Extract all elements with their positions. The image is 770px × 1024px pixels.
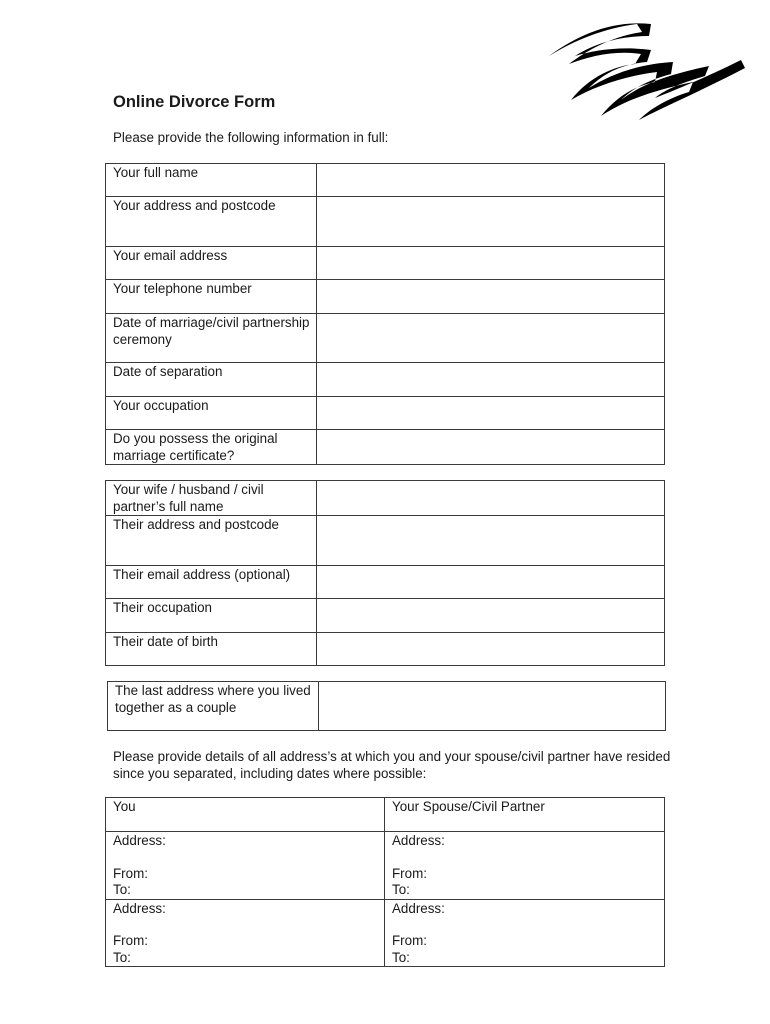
field-label: Your full name: [106, 164, 317, 197]
full-name-input[interactable]: [317, 164, 664, 183]
partner-dob-field[interactable]: [317, 633, 665, 666]
address-history-table: [105, 797, 665, 967]
spouse-address-cell-1[interactable]: [385, 832, 665, 900]
page-title: Online Divorce Form: [113, 93, 276, 111]
marriage-date-field[interactable]: [317, 314, 665, 363]
field-label: The last address where you lived together as a couple: [108, 682, 319, 731]
last-address-table: [107, 681, 666, 731]
separation-date-field[interactable]: [317, 363, 665, 397]
address-label: Address:: [392, 900, 445, 916]
field-label: Your telephone number: [106, 280, 317, 314]
column-header-spouse: Your Spouse/Civil Partner: [385, 798, 665, 832]
address-label: Address:: [392, 833, 445, 848]
field-label: Do you possess the original marriage certificate?: [106, 430, 317, 465]
personal-details-table: [105, 163, 665, 465]
field-label: Your email address: [106, 247, 317, 280]
occupation-field[interactable]: [317, 397, 665, 430]
field-label: Your occupation: [106, 397, 317, 430]
partner-address-input[interactable]: [317, 516, 664, 535]
table-row: [106, 633, 665, 666]
occupation-input[interactable]: [317, 397, 664, 416]
marriage-date-input[interactable]: [317, 314, 664, 333]
last-address-field[interactable]: [319, 682, 666, 731]
address-field[interactable]: [317, 197, 665, 247]
address-label: Address:: [113, 900, 166, 916]
table-row: [106, 164, 665, 197]
partner-name-input[interactable]: [317, 481, 664, 500]
intro-text: Please provide the following information in full:: [113, 130, 389, 145]
column-header-you: You: [106, 798, 385, 832]
partner-email-input[interactable]: [317, 566, 664, 585]
field-label: Date of marriage/civil partnership ceremony: [106, 314, 317, 363]
address-input[interactable]: [317, 197, 664, 216]
partner-email-field[interactable]: [317, 566, 665, 599]
to-label: To:: [113, 949, 131, 965]
spouse-address-cell-2[interactable]: [385, 899, 665, 967]
partner-details-table: [105, 480, 665, 666]
telephone-input[interactable]: [317, 280, 664, 299]
field-label: Your wife / husband / civil partner’s full name: [106, 481, 317, 516]
from-label: From:: [392, 933, 427, 948]
certificate-input[interactable]: [317, 430, 664, 449]
details-instructions: Please provide details of all address’s at which you and your spouse/civil partner have resided since you separated, including dates where possible:: [113, 749, 671, 781]
table-row: [106, 516, 665, 566]
table-row: [106, 363, 665, 397]
table-row: [106, 247, 665, 280]
ribbon-logo-icon: [545, 20, 749, 120]
partner-dob-input[interactable]: [317, 633, 664, 652]
table-row: [106, 566, 665, 599]
telephone-field[interactable]: [317, 280, 665, 314]
field-label: Their email address (optional): [106, 566, 317, 599]
you-address-cell-1[interactable]: [106, 832, 385, 900]
field-label: Date of separation: [106, 363, 317, 397]
certificate-field[interactable]: [317, 430, 665, 465]
field-label: Their occupation: [106, 599, 317, 633]
to-label: To:: [392, 949, 410, 965]
you-address-cell-2[interactable]: [106, 899, 385, 967]
separation-date-input[interactable]: [317, 363, 664, 382]
table-row: [106, 899, 665, 967]
from-label: From:: [392, 865, 427, 881]
from-label: From:: [113, 865, 148, 881]
table-row: [106, 197, 665, 247]
to-label: To:: [392, 882, 410, 897]
field-label: Your address and postcode: [106, 197, 317, 247]
partner-occupation-field[interactable]: [317, 599, 665, 633]
full-name-field[interactable]: [317, 164, 665, 197]
partner-name-field[interactable]: [317, 481, 665, 516]
table-row: [106, 481, 665, 516]
field-label: Their date of birth: [106, 633, 317, 666]
table-row: [106, 314, 665, 363]
partner-occupation-input[interactable]: [317, 599, 664, 618]
table-row: [108, 682, 666, 731]
partner-address-field[interactable]: [317, 516, 665, 566]
table-row: [106, 280, 665, 314]
table-row: [106, 430, 665, 465]
table-row: [106, 599, 665, 633]
last-address-input[interactable]: [319, 682, 665, 701]
to-label: To:: [113, 882, 131, 897]
email-input[interactable]: [317, 247, 664, 266]
table-row: [106, 832, 665, 900]
table-row: [106, 397, 665, 430]
table-header-row: [106, 798, 665, 832]
from-label: From:: [113, 933, 148, 948]
address-label: Address:: [113, 833, 166, 848]
email-field[interactable]: [317, 247, 665, 280]
field-label: Their address and postcode: [106, 516, 317, 566]
